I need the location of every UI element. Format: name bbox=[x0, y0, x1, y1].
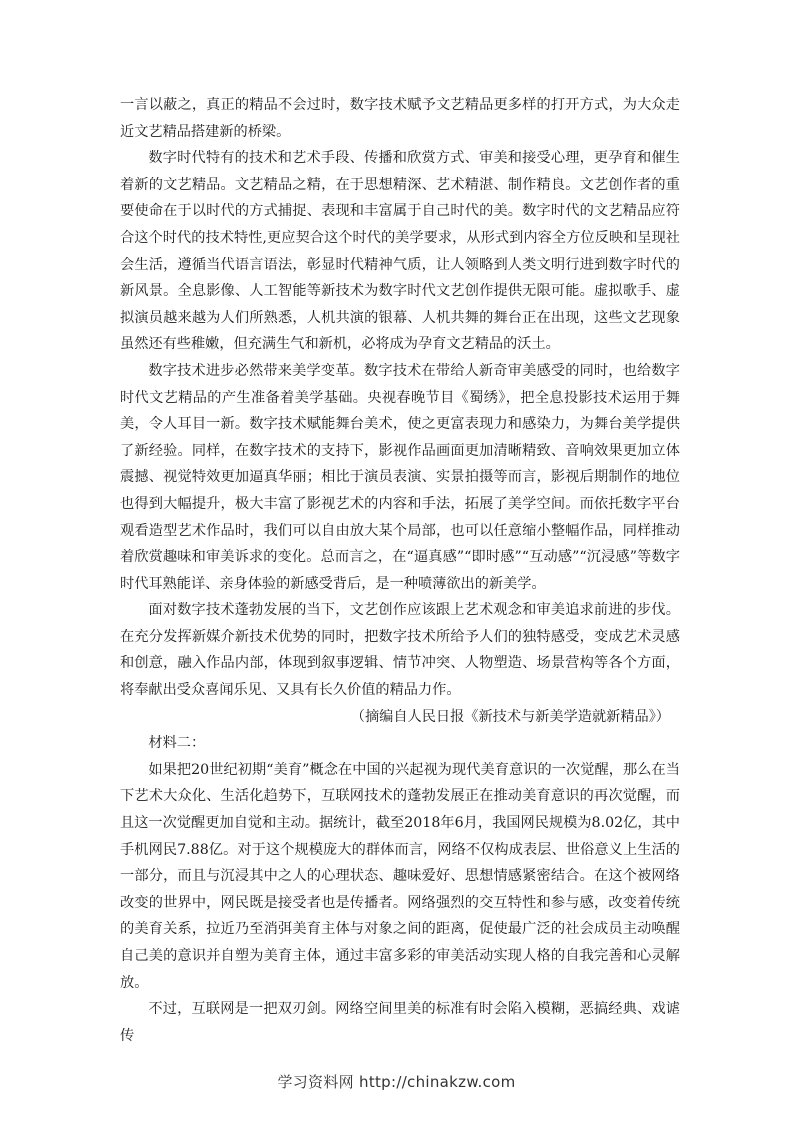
document-body bbox=[120, 92, 680, 1049]
paragraph-digital-era: 数字时代特有的技术和艺术手段、传播和欣赏方式、审美和接受心理，更孕育和催生着新的文艺精品。文艺精品之精，在于思想精深、艺术精湛、制作精良。文艺创作者的重要使命在于以时代的方式捕捉、表现和丰富属于自己时代的美。数字时代的文艺精品应符合这个时代的技术特性,更应契合这个时代的美学要求，从形式到内容全方位反映和呈现社会生活，遵循当代语言语法，彰显时代精神气质，让人领略到人类文明行进到数字时代的新风景。全息影像、人工智能等新技术为数字时代文艺创作提供无限可能。虚拟歌手、虚拟演员越来越为人们所熟悉，人机共演的银幕、人机共舞的舞台正在出现，这些文艺现象虽然还有些稚嫩，但充满生气和新机，必将成为孕育文艺精品的沃土。 bbox=[120, 150, 680, 353]
paragraph-intro: 一言以蔽之，真正的精品不会过时，数字技术赋予文艺精品更多样的打开方式，为大众走近文艺精品搭建新的桥梁。 bbox=[120, 97, 680, 140]
paragraph-creation: 面对数字技术蓬勃发展的当下，文艺创作应该跟上艺术观念和审美追求前进的步伐。在充分发挥新媒介新技术优势的同时，把数字技术所给予人们的独特感受，变成艺术灵感和创意，融入作品内部，体现到叙事逻辑、情节冲突、人物塑造、场景营构等各个方面，将奉献出受众喜闻乐见、又具有长久价值的精品力作。 bbox=[120, 602, 680, 699]
paragraph-double-edged: 不过，互联网是一把双刃剑。网络空间里美的标准有时会陷入模糊，恶搞经典、戏谑传 bbox=[120, 1001, 680, 1044]
paragraph-aesthetics: 数字技术进步必然带来美学变革。数字技术在带给人新奇审美感受的同时，也给数字时代文艺精品的产生准备着美学基础。央视春晚节目《蜀绣》，把全息投影技术运用于舞美，令人耳目一新。数字技术赋能舞台美术，使之更富表现力和感染力，为舞台美学提供了新经验。同样，在数字技术的支持下，影视作品画面更加清晰精致、音响效果更加立体震撼、视觉特效更加逼真华丽；相比于演员表演、实景拍摄等而言，影视后期制作的地位也得到大幅提升，极大丰富了影视艺术的内容和手法，拓展了美学空间。而依托数字平台观看造型艺术作品时，我们可以自由放大某个局部，也可以任意缩小整幅作品，同样推动着欣赏趣味和审美诉求的变化。总而言之，在“逼真感”“即时感”“互动感”“沉浸感”等数字时代耳熟能详、亲身体验的新感受背后，是一种喷薄欲出的新美学。 bbox=[120, 362, 680, 592]
footer-watermark: 学习资料网 http://chinakzw.com bbox=[277, 1073, 516, 1091]
material-label: 材料二： bbox=[148, 735, 206, 752]
paragraph-aesthetic-education: 如果把20世纪初期“美育”概念在中国的兴起视为现代美育意识的一次觉醒，那么在当下艺术大众化、生活化趋势下，互联网技术的蓬勃发展正在推动美育意识的再次觉醒，而且这一次觉醒更加自觉和主动。据统计，截至2018年6月，我国网民规模为8.02亿，其中手机网民7.88亿。对于这个规模庞大的群体而言，网络不仅构成表层、世俗意义上生活的一部分，而且与沉浸其中之人的心理状态、趣味爱好、思想情感紧密结合。在这个被网络改变的世界中，网民既是接受者也是传播者。网络强烈的交互特性和参与感，改变着传统的美育关系，拉近乃至消弭美育主体与对象之间的距离，促使最广泛的社会成员主动唤醒自己美的意识并自塑为美育主体，通过丰富多彩的审美活动实现人格的自我完善和心灵解放。 bbox=[120, 761, 680, 991]
source-citation: （摘编自人民日报《新技术与新美学造就新精品》） bbox=[350, 708, 670, 725]
